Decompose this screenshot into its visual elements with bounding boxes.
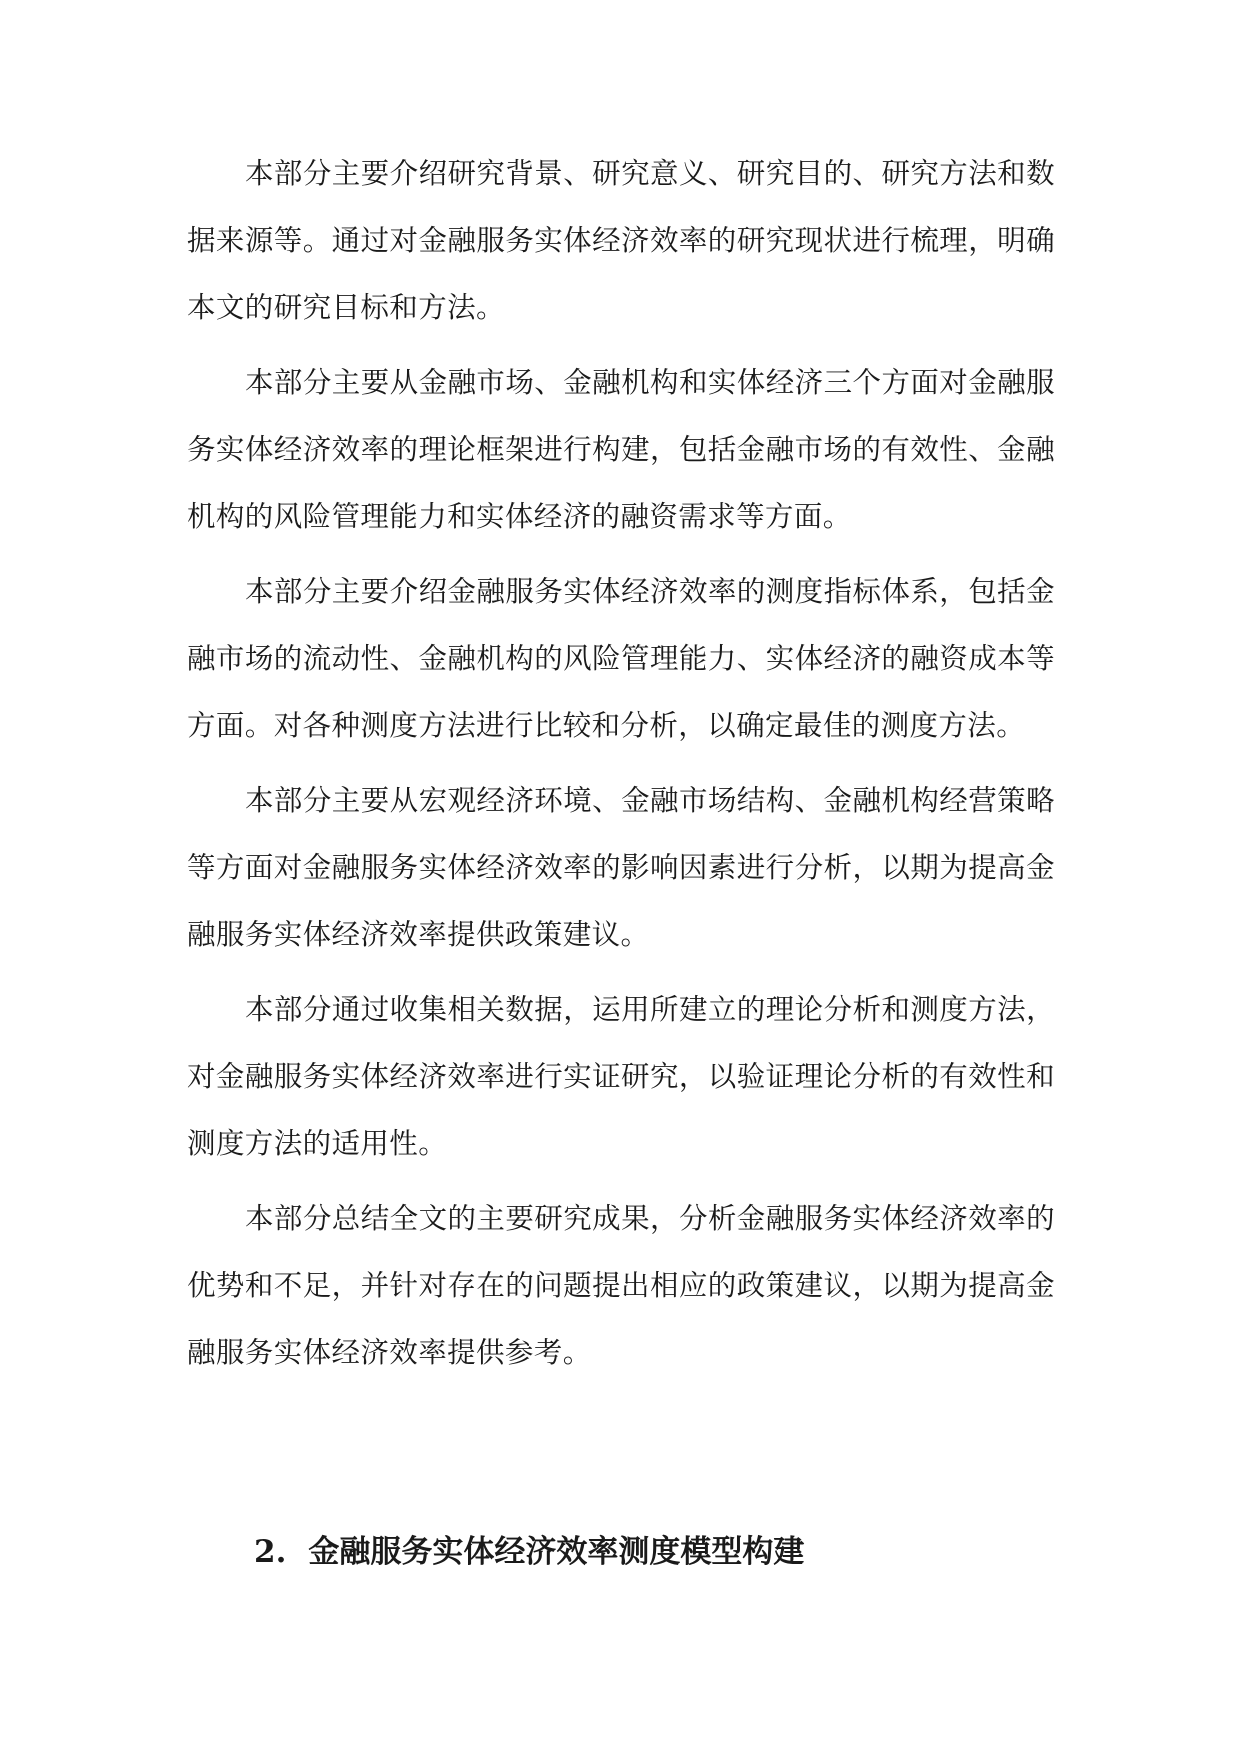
paragraph-conclusion: 本部分总结全文的主要研究成果，分析金融服务实体经济效率的优势和不足，并针对存在的问题提出相应的政策建议，以期为提高金融服务实体经济效率提供参考。 bbox=[187, 1202, 1055, 1369]
section-title: 金融服务实体经济效率测度模型构建 bbox=[308, 1534, 805, 1570]
section-heading bbox=[254, 1532, 804, 1572]
paragraph-influencing-factors: 本部分主要从宏观经济环境、金融市场结构、金融机构经营策略等方面对金融服务实体经济效率的影响因素进行分析，以期为提高金融服务实体经济效率提供政策建议。 bbox=[187, 784, 1055, 951]
paragraph-measurement-indicators: 本部分主要介绍金融服务实体经济效率的测度指标体系，包括金融市场的流动性、金融机构的风险管理能力、实体经济的融资成本等方面。对各种测度方法进行比较和分析，以确定最佳的测度方法。 bbox=[187, 575, 1055, 742]
paragraph-introduction: 本部分主要介绍研究背景、研究意义、研究目的、研究方法和数据来源等。通过对金融服务实体经济效率的研究现状进行梳理，明确本文的研究目标和方法。 bbox=[187, 157, 1055, 324]
paragraph-empirical-study: 本部分通过收集相关数据，运用所建立的理论分析和测度方法，对金融服务实体经济效率进行实证研究，以验证理论分析的有效性和测度方法的适用性。 bbox=[187, 993, 1055, 1160]
body-text bbox=[187, 140, 1055, 1394]
section-number: 2. bbox=[254, 1534, 287, 1570]
paragraph-theoretical-framework: 本部分主要从金融市场、金融机构和实体经济三个方面对金融服务实体经济效率的理论框架进行构建，包括金融市场的有效性、金融机构的风险管理能力和实体经济的融资需求等方面。 bbox=[187, 366, 1055, 533]
